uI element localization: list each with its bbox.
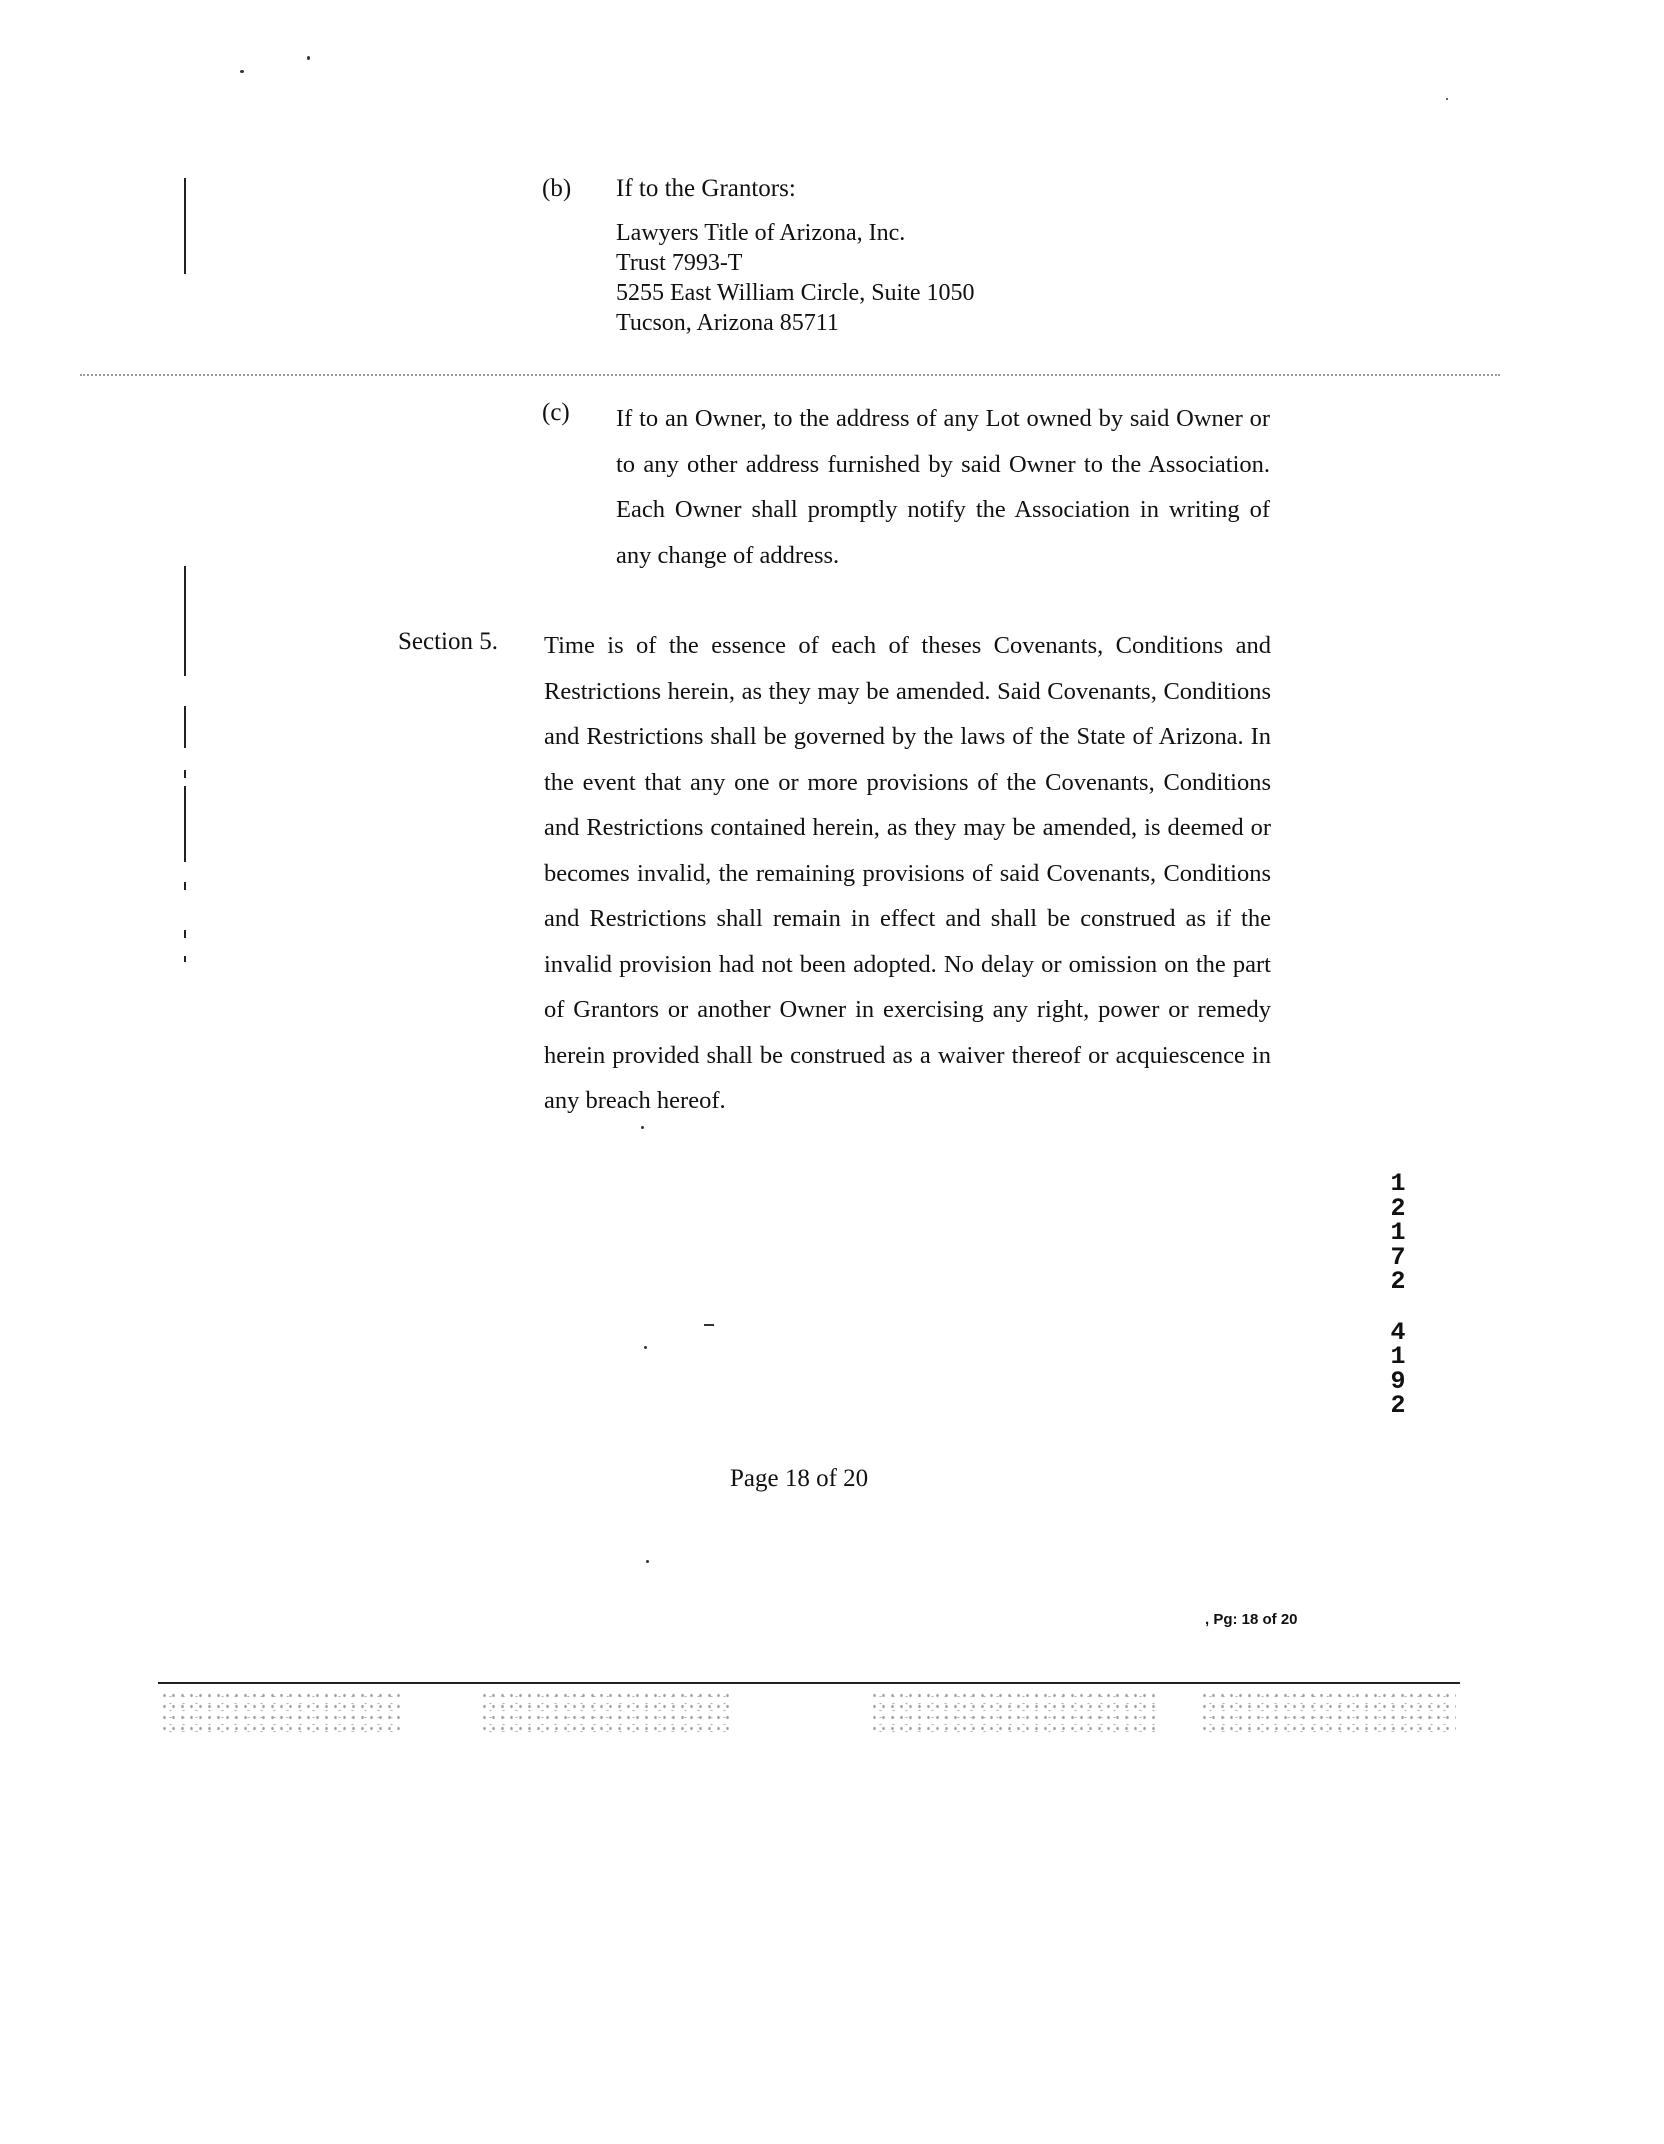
recording-digit: 4 [1390,1317,1406,1347]
scan-noise [160,1690,400,1734]
recording-digit: 1 [1390,1169,1406,1198]
address-line: Trust 7993-T [616,250,743,276]
recording-digit: 2 [1390,1193,1406,1223]
recorder-page-stamp: , Pg: 18 of 20 [1205,1611,1298,1628]
margin-scan-bar [184,178,186,274]
item-b-heading: If to the Grantors: [616,175,796,202]
grantor-address-block [616,218,1136,338]
margin-scan-bar [184,956,186,962]
scan-speck [240,70,244,73]
recording-digit: 7 [1390,1242,1406,1272]
scan-speck [641,1126,644,1129]
margin-scan-bar [184,770,186,778]
recording-digit: 1 [1390,1342,1406,1371]
recording-number-vertical [1383,1169,1413,1420]
page-number-footer: Page 18 of 20 [730,1465,869,1492]
scan-artifact-dotted-line [80,374,1500,376]
scan-speck [704,1324,714,1326]
item-b-label: (b) [542,175,572,202]
section-5-label: Section 5. [398,628,498,655]
scan-speck [307,56,310,60]
margin-scan-bar [184,930,186,938]
margin-scan-bar [184,882,186,890]
address-line: Tucson, Arizona 85711 [616,310,839,336]
item-c-label: (c) [542,399,570,426]
margin-scan-bar [184,786,186,862]
scan-noise [870,1690,1160,1734]
recording-gap [1383,1295,1413,1321]
margin-scan-bar [184,706,186,748]
address-line: Lawyers Title of Arizona, Inc. [616,220,906,246]
scan-noise [1200,1690,1456,1734]
scan-speck [1446,98,1448,100]
recording-digit: 9 [1390,1366,1406,1396]
margin-scan-bar [184,566,186,676]
recording-digit: 2 [1390,1391,1406,1420]
section-5-paragraph: Time is of the essence of each of theses Covenants, Conditions and Restrictions herein, as they may be amended. Said Covenants, Conditions and Restrictions shall be governed by the laws of the State of Arizona. In the event that any one or more provisions of the Covenants, Conditions and Restrictions contained herein, as they may be amended, is deemed or becomes invalid, the remaining provisions of said Covenants, Conditions and Restrictions shall remain in effect and shall be construed as if the invalid provision had not been adopted. No delay or omission on the part of Grantors or another Owner in exercising any right, power or remedy herein provided shall be construed as a waiver thereof or acquiescence in any breach hereof. [544,632,1271,1114]
recording-digit: 2 [1390,1267,1406,1296]
scan-speck [646,1560,649,1563]
scan-speck [644,1346,647,1349]
item-c-paragraph: If to an Owner, to the address of any Lot owned by said Owner or to any other address furnished by said Owner to the Association. Each Owner shall promptly notify the Association in writing of any change of address. [616,405,1270,569]
bottom-rule-line [158,1682,1460,1684]
scan-noise [480,1690,730,1734]
address-line: 5255 East William Circle, Suite 1050 [616,280,975,306]
recording-digit: 1 [1390,1218,1406,1247]
